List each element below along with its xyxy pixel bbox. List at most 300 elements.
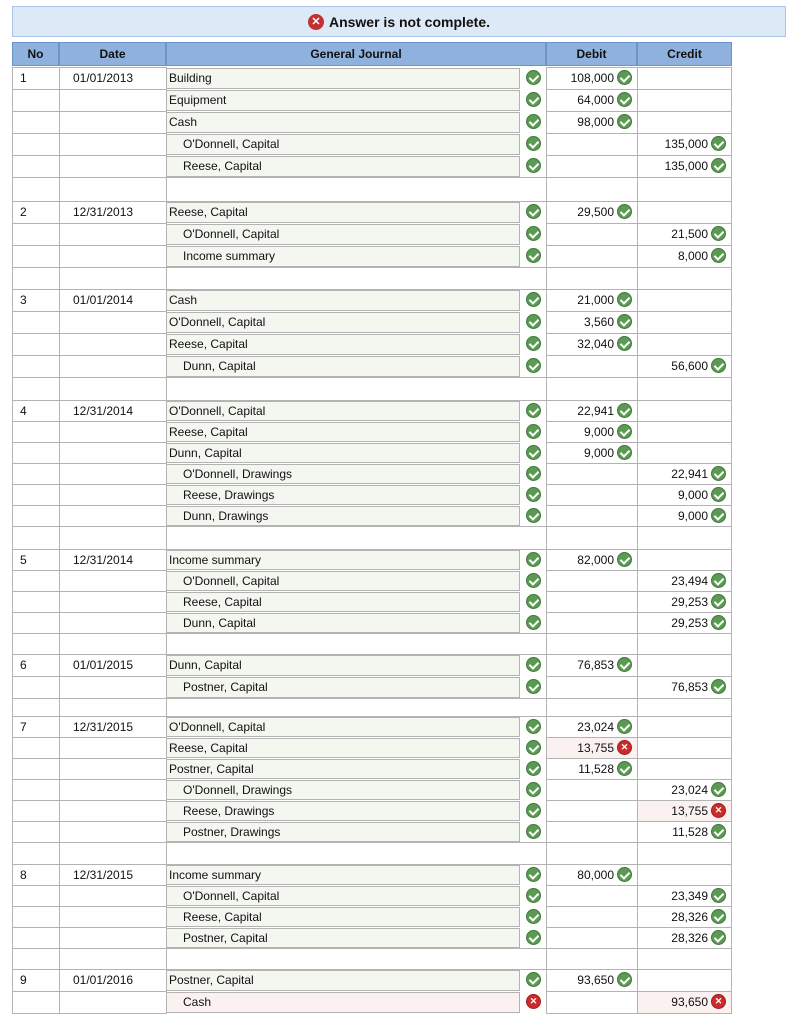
blank-date-cell (59, 633, 167, 655)
credit-value: 11,528 (672, 825, 708, 839)
date-cell (59, 421, 167, 443)
correct-icon (526, 909, 541, 924)
blank-date-cell (59, 267, 167, 290)
date-cell (59, 885, 167, 907)
credit-value: 135,000 (664, 159, 708, 173)
debit-value: 98,000 (577, 115, 614, 129)
entry-date: 12/31/2014 (73, 553, 134, 567)
correct-icon (617, 552, 632, 567)
correct-icon (526, 552, 541, 567)
blank-date-cell (59, 842, 167, 865)
correct-icon (526, 158, 541, 173)
correct-icon (526, 867, 541, 882)
credit-input[interactable] (637, 289, 732, 312)
incorrect-icon (711, 803, 726, 818)
blank-debit-cell (546, 633, 638, 655)
account-input[interactable] (166, 992, 520, 1013)
account-name: O'Donnell, Capital (169, 315, 266, 329)
blank-account-cell (166, 842, 547, 865)
correct-icon (617, 204, 632, 219)
credit-value: 13,755 (671, 804, 708, 818)
no-cell (12, 737, 60, 759)
account-name: O'Donnell, Drawings (183, 467, 293, 481)
credit-value: 28,326 (671, 931, 708, 945)
correct-icon (711, 824, 726, 839)
debit-value: 32,040 (577, 337, 614, 351)
date-cell (59, 591, 167, 613)
correct-icon (526, 136, 541, 151)
correct-icon (526, 782, 541, 797)
account-name: Cash (169, 293, 198, 307)
blank-credit-cell (637, 633, 732, 655)
blank-debit-cell (546, 267, 638, 290)
blank-date-cell (59, 948, 167, 970)
correct-icon (711, 158, 726, 173)
debit-value: 93,650 (577, 973, 614, 987)
correct-icon (617, 403, 632, 418)
account-name: Postner, Capital (183, 931, 268, 945)
blank-account-cell (166, 267, 547, 290)
blank-no-cell (12, 526, 60, 550)
credit-input[interactable] (637, 969, 732, 992)
date-cell (59, 676, 167, 699)
entry-date: 12/31/2014 (73, 404, 134, 418)
blank-debit-cell (546, 842, 638, 865)
no-cell (12, 591, 60, 613)
debit-input[interactable] (546, 245, 638, 268)
correct-icon (617, 314, 632, 329)
debit-input[interactable] (546, 591, 638, 613)
correct-icon (526, 615, 541, 630)
date-cell (59, 442, 167, 464)
no-cell (12, 758, 60, 780)
blank-no-cell (12, 842, 60, 865)
correct-icon (617, 445, 632, 460)
correct-icon (526, 248, 541, 263)
correct-icon (526, 487, 541, 502)
account-name: Dunn, Capital (169, 446, 242, 460)
date-cell (59, 800, 167, 822)
correct-icon (711, 573, 726, 588)
blank-debit-cell (546, 177, 638, 202)
correct-icon (526, 445, 541, 460)
answer-status-banner (12, 6, 786, 37)
date-cell (59, 133, 167, 156)
no-cell (12, 421, 60, 443)
correct-icon (617, 867, 632, 882)
credit-value: 23,349 (671, 889, 708, 903)
correct-icon (526, 403, 541, 418)
credit-value: 9,000 (677, 488, 708, 502)
blank-credit-cell (637, 377, 732, 401)
blank-no-cell (12, 377, 60, 401)
account-name: Cash (169, 115, 198, 129)
correct-icon (711, 358, 726, 373)
account-name: Reese, Capital (183, 595, 262, 609)
blank-no-cell (12, 948, 60, 970)
blank-account-cell (166, 526, 547, 550)
account-name: Reese, Capital (169, 425, 248, 439)
correct-icon (526, 508, 541, 523)
date-cell (59, 245, 167, 268)
correct-icon (526, 803, 541, 818)
no-cell (12, 89, 60, 112)
debit-input[interactable] (546, 612, 638, 634)
debit-value: 64,000 (577, 93, 614, 107)
blank-debit-cell (546, 526, 638, 550)
correct-icon (526, 314, 541, 329)
date-cell (59, 333, 167, 356)
no-cell (12, 333, 60, 356)
correct-icon (526, 740, 541, 755)
account-name: Dunn, Capital (169, 658, 242, 672)
no-cell (12, 484, 60, 506)
account-name: Reese, Drawings (183, 488, 275, 502)
account-name: Income summary (169, 868, 262, 882)
date-cell (59, 355, 167, 378)
credit-value: 93,650 (671, 995, 708, 1009)
credit-input[interactable] (637, 442, 732, 464)
credit-input[interactable] (637, 333, 732, 356)
correct-icon (526, 679, 541, 694)
date-cell (59, 311, 167, 334)
account-input[interactable] (166, 68, 520, 89)
correct-icon (526, 719, 541, 734)
correct-icon (526, 466, 541, 481)
date-cell (59, 505, 167, 527)
debit-input[interactable] (546, 779, 638, 801)
correct-icon (526, 573, 541, 588)
correct-icon (711, 615, 726, 630)
correct-icon (617, 761, 632, 776)
correct-icon (526, 761, 541, 776)
credit-input[interactable] (637, 549, 732, 571)
date-cell (59, 111, 167, 134)
entry-number: 4 (20, 404, 27, 418)
no-cell (12, 505, 60, 527)
credit-input[interactable] (637, 737, 732, 759)
debit-input[interactable] (546, 133, 638, 156)
account-name: Income summary (169, 553, 262, 567)
correct-icon (711, 226, 726, 241)
account-name: O'Donnell, Drawings (183, 783, 293, 797)
credit-input[interactable] (637, 201, 732, 224)
incorrect-icon (617, 740, 632, 755)
column-header-general-journal: General Journal (166, 42, 546, 66)
date-cell (59, 906, 167, 928)
debit-input[interactable] (546, 463, 638, 485)
credit-input[interactable] (637, 400, 732, 422)
blank-date-cell (59, 377, 167, 401)
entry-date: 12/31/2013 (73, 205, 134, 219)
entry-number: 7 (20, 720, 27, 734)
blank-debit-cell (546, 377, 638, 401)
date-cell (59, 821, 167, 843)
correct-icon (711, 679, 726, 694)
correct-icon (526, 70, 541, 85)
date-cell (59, 570, 167, 592)
incorrect-icon (526, 994, 541, 1009)
debit-value: 82,000 (577, 553, 614, 567)
debit-value: 22,941 (577, 404, 614, 418)
credit-input[interactable] (637, 311, 732, 334)
debit-input[interactable] (546, 906, 638, 928)
no-cell (12, 311, 60, 334)
blank-credit-cell (637, 177, 732, 202)
entry-date: 01/01/2016 (73, 973, 134, 987)
entry-date: 01/01/2015 (73, 658, 134, 672)
date-cell (59, 758, 167, 780)
no-cell (12, 906, 60, 928)
credit-input[interactable] (637, 716, 732, 738)
account-name: Reese, Capital (169, 337, 248, 351)
debit-input[interactable] (546, 570, 638, 592)
credit-value: 8,000 (677, 249, 708, 263)
debit-input[interactable] (546, 885, 638, 907)
correct-icon (526, 226, 541, 241)
entry-number: 3 (20, 293, 27, 307)
credit-input[interactable] (637, 758, 732, 780)
correct-icon (617, 657, 632, 672)
debit-input[interactable] (546, 505, 638, 527)
correct-icon (526, 594, 541, 609)
account-name: Postner, Capital (183, 680, 268, 694)
no-cell (12, 885, 60, 907)
debit-input[interactable] (546, 355, 638, 378)
date-cell (59, 737, 167, 759)
correct-icon (617, 292, 632, 307)
credit-value: 29,253 (671, 595, 708, 609)
credit-value: 9,000 (677, 509, 708, 523)
debit-value: 9,000 (583, 425, 614, 439)
account-name: Postner, Capital (169, 762, 254, 776)
no-cell (12, 927, 60, 949)
correct-icon (526, 657, 541, 672)
account-input[interactable] (166, 290, 520, 311)
account-name: Reese, Capital (183, 159, 262, 173)
correct-icon (526, 114, 541, 129)
blank-account-cell (166, 377, 547, 401)
correct-icon (617, 70, 632, 85)
correct-icon (526, 972, 541, 987)
correct-icon (617, 424, 632, 439)
date-cell (59, 89, 167, 112)
no-cell (12, 821, 60, 843)
no-cell (12, 355, 60, 378)
account-name: O'Donnell, Capital (183, 574, 280, 588)
no-cell (12, 245, 60, 268)
correct-icon (617, 719, 632, 734)
blank-credit-cell (637, 948, 732, 970)
correct-icon (526, 424, 541, 439)
credit-input[interactable] (637, 654, 732, 677)
blank-account-cell (166, 177, 547, 202)
account-name: Reese, Capital (169, 205, 248, 219)
debit-input[interactable] (546, 223, 638, 246)
correct-icon (711, 930, 726, 945)
credit-input[interactable] (637, 421, 732, 443)
account-input[interactable] (166, 112, 520, 133)
blank-no-cell (12, 698, 60, 717)
date-cell (59, 991, 167, 1014)
no-cell (12, 676, 60, 699)
correct-icon (711, 909, 726, 924)
blank-date-cell (59, 177, 167, 202)
account-name: Reese, Capital (183, 910, 262, 924)
date-cell (59, 927, 167, 949)
correct-icon (526, 204, 541, 219)
credit-value: 76,853 (671, 680, 708, 694)
no-cell (12, 991, 60, 1014)
debit-value: 11,528 (578, 762, 614, 776)
correct-icon (711, 594, 726, 609)
correct-icon (711, 782, 726, 797)
account-name: Dunn, Drawings (183, 509, 269, 523)
column-header-debit: Debit (546, 42, 637, 66)
debit-value: 23,024 (577, 720, 614, 734)
account-name: Income summary (183, 249, 276, 263)
account-name: Equipment (169, 93, 227, 107)
correct-icon (526, 292, 541, 307)
credit-value: 22,941 (671, 467, 708, 481)
correct-icon (617, 336, 632, 351)
entry-date: 01/01/2014 (73, 293, 134, 307)
debit-input[interactable] (546, 484, 638, 506)
entry-number: 2 (20, 205, 27, 219)
debit-input[interactable] (546, 676, 638, 699)
credit-value: 21,500 (671, 227, 708, 241)
correct-icon (711, 508, 726, 523)
blank-date-cell (59, 698, 167, 717)
blank-account-cell (166, 698, 547, 717)
debit-value: 13,755 (577, 741, 614, 755)
account-name: Cash (183, 995, 212, 1009)
entry-number: 6 (20, 658, 27, 672)
column-header-credit: Credit (637, 42, 732, 66)
correct-icon (711, 136, 726, 151)
account-name: Dunn, Capital (183, 616, 256, 630)
credit-value: 28,326 (671, 910, 708, 924)
account-name: Reese, Drawings (183, 804, 275, 818)
account-name: O'Donnell, Capital (183, 137, 280, 151)
blank-credit-cell (637, 698, 732, 717)
blank-credit-cell (637, 526, 732, 550)
debit-value: 29,500 (577, 205, 614, 219)
no-cell (12, 133, 60, 156)
no-cell (12, 612, 60, 634)
debit-input[interactable] (546, 821, 638, 843)
date-cell (59, 223, 167, 246)
credit-input[interactable] (637, 864, 732, 886)
correct-icon (617, 92, 632, 107)
debit-input[interactable] (546, 927, 638, 949)
account-name: Dunn, Capital (183, 359, 256, 373)
debit-input[interactable] (546, 155, 638, 178)
blank-no-cell (12, 267, 60, 290)
debit-value: 3,560 (583, 315, 614, 329)
credit-input[interactable] (637, 67, 732, 90)
blank-debit-cell (546, 948, 638, 970)
blank-account-cell (166, 633, 547, 655)
no-cell (12, 570, 60, 592)
blank-date-cell (59, 526, 167, 550)
entry-date: 12/31/2015 (73, 868, 134, 882)
debit-value: 80,000 (577, 868, 614, 882)
no-cell (12, 223, 60, 246)
date-cell (59, 779, 167, 801)
credit-input[interactable] (637, 89, 732, 112)
account-name: O'Donnell, Capital (183, 227, 280, 241)
x-circle-icon: ✕ (308, 14, 324, 30)
credit-value: 135,000 (664, 137, 708, 151)
blank-credit-cell (637, 267, 732, 290)
entry-number: 9 (20, 973, 27, 987)
entry-date: 01/01/2013 (73, 71, 134, 85)
entry-number: 5 (20, 553, 27, 567)
no-cell (12, 111, 60, 134)
correct-icon (526, 336, 541, 351)
account-name: Postner, Drawings (183, 825, 281, 839)
blank-no-cell (12, 177, 60, 202)
correct-icon (711, 487, 726, 502)
correct-icon (711, 466, 726, 481)
account-name: O'Donnell, Capital (169, 404, 266, 418)
credit-value: 23,024 (671, 783, 708, 797)
incorrect-icon (711, 994, 726, 1009)
debit-input[interactable] (546, 800, 638, 822)
debit-value: 76,853 (577, 658, 614, 672)
no-cell (12, 463, 60, 485)
no-cell (12, 442, 60, 464)
account-name: Reese, Capital (169, 741, 248, 755)
correct-icon (526, 930, 541, 945)
correct-icon (526, 824, 541, 839)
account-name: O'Donnell, Capital (183, 889, 280, 903)
answer-status-text: Answer is not complete. (328, 13, 491, 30)
blank-debit-cell (546, 698, 638, 717)
debit-value: 108,000 (570, 71, 614, 85)
correct-icon (617, 972, 632, 987)
debit-value: 9,000 (583, 446, 614, 460)
correct-icon (526, 92, 541, 107)
debit-value: 21,000 (577, 293, 614, 307)
column-header-no: No (12, 42, 59, 66)
correct-icon (711, 888, 726, 903)
date-cell (59, 612, 167, 634)
date-cell (59, 463, 167, 485)
blank-account-cell (166, 948, 547, 970)
credit-input[interactable] (637, 111, 732, 134)
no-cell (12, 800, 60, 822)
blank-credit-cell (637, 842, 732, 865)
account-name: O'Donnell, Capital (169, 720, 266, 734)
date-cell (59, 484, 167, 506)
account-name: Building (169, 71, 212, 85)
entry-number: 1 (20, 71, 27, 85)
entry-date: 12/31/2015 (73, 720, 134, 734)
correct-icon (526, 358, 541, 373)
correct-icon (617, 114, 632, 129)
correct-icon (711, 248, 726, 263)
debit-input[interactable] (546, 991, 638, 1014)
credit-value: 29,253 (671, 616, 708, 630)
column-header-date: Date (59, 42, 166, 66)
credit-value: 23,494 (671, 574, 708, 588)
entry-number: 8 (20, 868, 27, 882)
correct-icon (526, 888, 541, 903)
no-cell (12, 779, 60, 801)
blank-no-cell (12, 633, 60, 655)
